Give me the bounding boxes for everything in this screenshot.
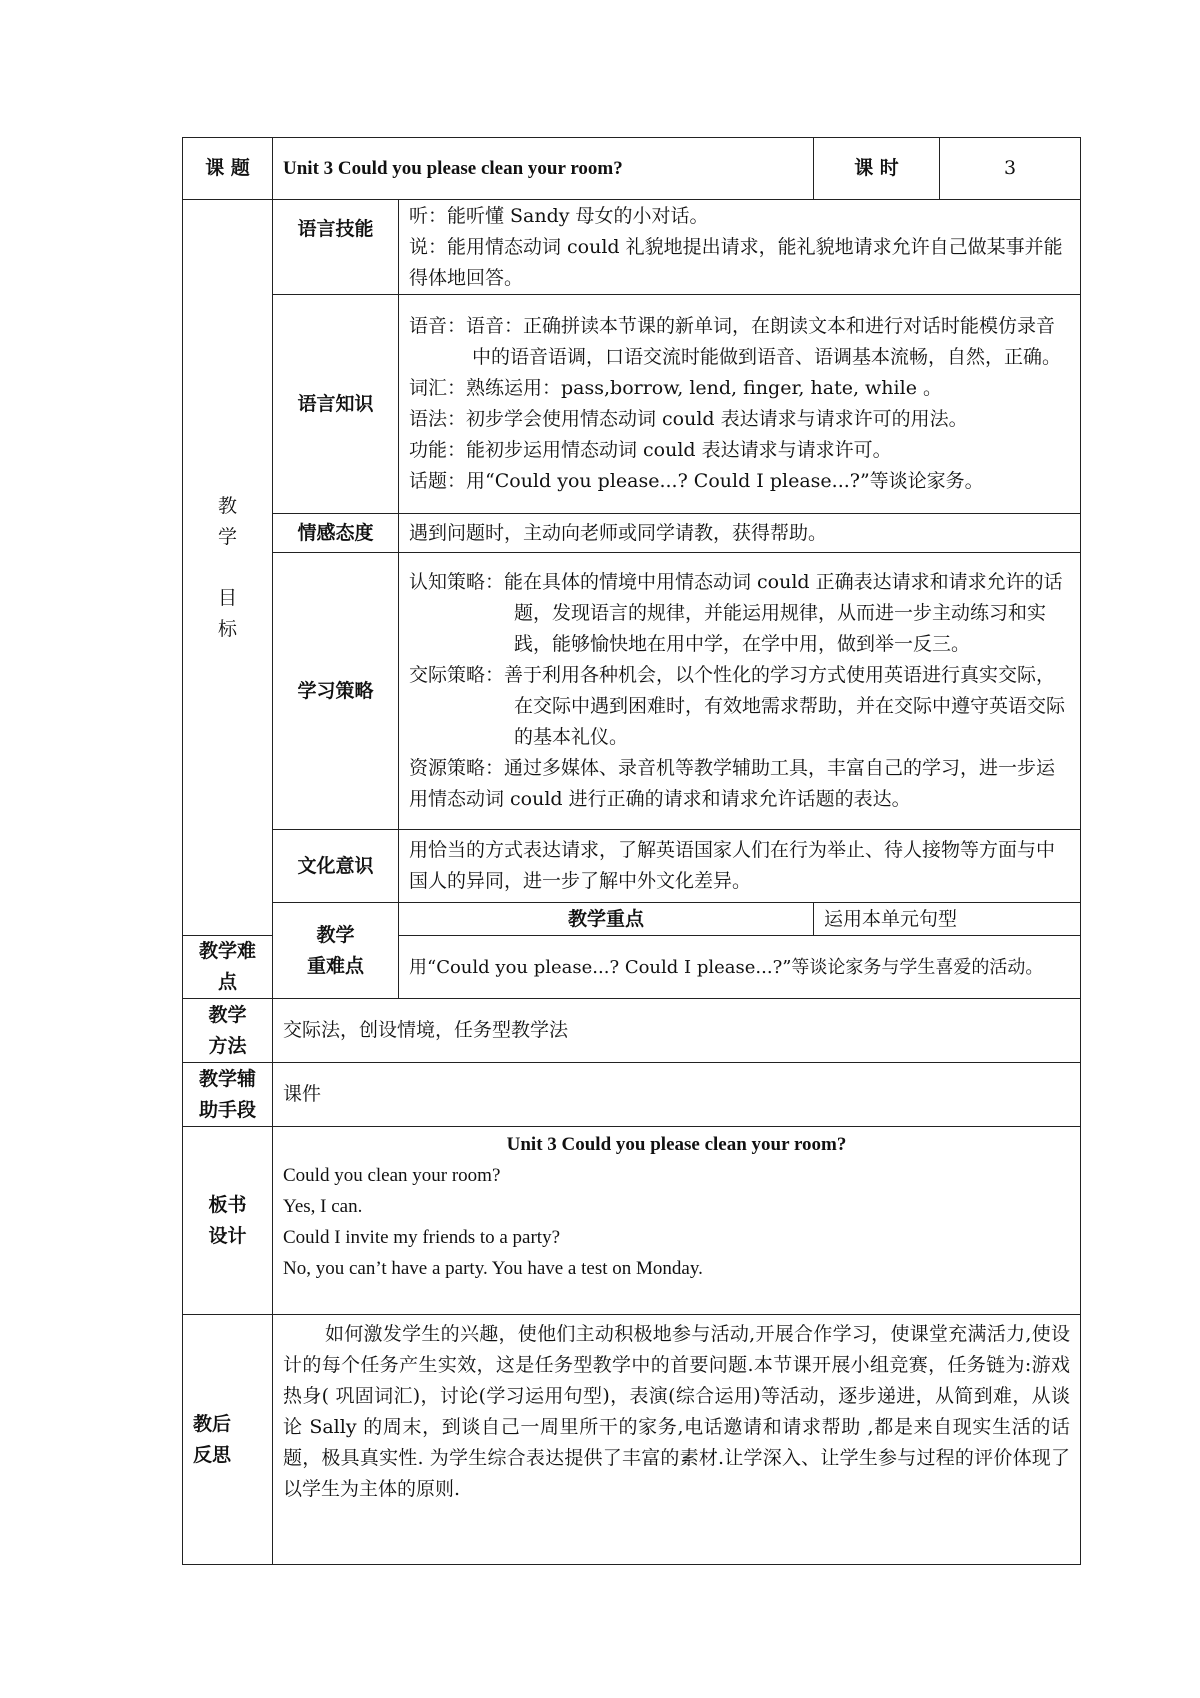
attitude-text: 遇到问题时，主动向老师或同学请教，获得帮助。 bbox=[399, 514, 1081, 553]
board-line: Could you clean your room? bbox=[283, 1165, 501, 1186]
board-label-line: 设计 bbox=[208, 1224, 247, 1247]
skills-speaking: 说：能用情态动词 could 礼貌地提出请求，能礼貌地请求允许自己做某事并能得体地回答。 bbox=[409, 235, 1063, 289]
aids-label-line: 教学辅 bbox=[198, 1067, 256, 1090]
board-content bbox=[273, 1127, 1081, 1315]
hours-label: 课 时 bbox=[814, 138, 940, 200]
aids-label-line: 助手段 bbox=[198, 1098, 256, 1121]
board-line: No, you can’t have a party. You have a test on Monday. bbox=[283, 1258, 703, 1279]
hours-value: 3 bbox=[940, 138, 1081, 200]
skills-listening: 听：能听懂 Sandy 母女的小对话。 bbox=[409, 204, 709, 227]
attitude-row bbox=[183, 514, 1081, 553]
attitude-label: 情感态度 bbox=[273, 514, 399, 553]
difficulty-label: 教学难点 bbox=[183, 936, 273, 999]
reflection-label-line: 反思 bbox=[193, 1443, 232, 1466]
aids-text: 课件 bbox=[273, 1063, 1081, 1127]
key-points-label-line: 重难点 bbox=[306, 954, 364, 977]
knowledge-phonetics: 语音：语音：正确拼读本节课的新单词，在朗读文本和进行对话时能模仿录音中的语音语调，口语交流时能做到语音、语调基本流畅，自然，正确。 bbox=[409, 315, 1062, 368]
method-row bbox=[183, 999, 1081, 1063]
board-row bbox=[183, 1127, 1081, 1315]
reflection-text: 如何激发学生的兴趣，使他们主动积极地参与活动,开展合作学习，使课堂充满活力,使设计的每个任务产生实效，这是任务型教学中的首要问题.本节课开展小组竞赛，任务链为:游戏热身( 巩固词汇)，讨论(学习运用句型)，表演(综合运用)等活动，逐步递进，从简到难，从谈论 Sally 的周末，到谈自己一周里所干的家务,电话邀请和请求帮助 ,都是来自现实生活的话题，极具真实性. 为学生综合表达提供了丰富的素材.让学深入、让学生参与过程的评价体现了以学生为主体的原则. bbox=[273, 1315, 1081, 1565]
focus-label: 教学重点 bbox=[399, 903, 814, 936]
header-row bbox=[183, 138, 1081, 200]
topic-label: 课 题 bbox=[183, 138, 273, 200]
knowledge-function: 功能：能初步运用情态动词 could 表达请求与请求许可。 bbox=[409, 439, 892, 461]
strategy-communicative: 交际策略：善于利用各种机会，以个性化的学习方式使用英语进行真实交际，在交际中遇到困难时，有效地需求帮助，并在交际中遵守英语交际的基本礼仪。 bbox=[409, 664, 1066, 748]
skills-label: 语言技能 bbox=[273, 200, 399, 295]
aids-row bbox=[183, 1063, 1081, 1127]
key-points-label bbox=[273, 903, 399, 999]
objectives-label-char: 教 bbox=[217, 494, 237, 517]
knowledge-vocabulary: 词汇：熟练运用：pass,borrow, lend, finger, hate, while 。 bbox=[409, 377, 942, 399]
reflection-label-line: 教后 bbox=[193, 1412, 232, 1435]
focus-text: 运用本单元句型 bbox=[814, 903, 1081, 936]
knowledge-row bbox=[183, 295, 1081, 514]
method-text: 交际法，创设情境，任务型教学法 bbox=[273, 999, 1081, 1063]
lesson-plan-table bbox=[182, 137, 1081, 1565]
strategy-cognitive: 认知策略：能在具体的情境中用情态动词 could 正确表达请求和请求允许的话题，发现语言的规律，并能运用规律，从而进一步主动练习和实践，能够愉快地在用中学，在学中用，做到举一反三。 bbox=[409, 571, 1063, 655]
strategy-resource: 资源策略：通过多媒体、录音机等教学辅助工具，丰富自己的学习，进一步运用情态动词 could 进行正确的请求和请求允许话题的表达。 bbox=[409, 757, 1056, 810]
method-label-line: 教学 bbox=[208, 1003, 247, 1026]
knowledge-topic: 话题：用“Could you please...? Could I please...?”等谈论家务。 bbox=[409, 470, 984, 492]
knowledge-label: 语言知识 bbox=[273, 295, 399, 514]
objectives-label-char: 学 bbox=[217, 525, 237, 548]
board-label bbox=[183, 1127, 273, 1315]
method-label bbox=[183, 999, 273, 1063]
culture-row bbox=[183, 830, 1081, 903]
strategy-content bbox=[399, 553, 1081, 830]
board-title: Unit 3 Could you please clean your room? bbox=[506, 1134, 847, 1155]
objectives-label-char: 目 bbox=[217, 586, 237, 609]
knowledge-content bbox=[399, 295, 1081, 514]
strategy-row bbox=[183, 553, 1081, 830]
method-label-line: 方法 bbox=[208, 1034, 247, 1057]
reflection-label bbox=[183, 1315, 273, 1565]
objectives-label bbox=[183, 200, 273, 936]
board-line: Could I invite my friends to a party? bbox=[283, 1227, 561, 1248]
knowledge-grammar: 语法：初步学会使用情态动词 could 表达请求与请求许可的用法。 bbox=[409, 408, 968, 430]
objectives-label-char: 标 bbox=[217, 617, 237, 640]
culture-label: 文化意识 bbox=[273, 830, 399, 903]
culture-text: 用恰当的方式表达请求，了解英语国家人们在行为举止、待人接物等方面与中国人的异同，进一步了解中外文化差异。 bbox=[399, 830, 1081, 903]
aids-label bbox=[183, 1063, 273, 1127]
reflection-row bbox=[183, 1315, 1081, 1565]
strategy-label: 学习策略 bbox=[273, 553, 399, 830]
focus-row bbox=[183, 903, 1081, 936]
key-points-label-line: 教学 bbox=[316, 923, 355, 946]
lesson-topic: Unit 3 Could you please clean your room? bbox=[273, 138, 814, 200]
board-line: Yes, I can. bbox=[283, 1196, 363, 1217]
skills-content bbox=[399, 200, 1081, 295]
difficulty-text: 用“Could you please...? Could I please...?”等谈论家务与学生喜爱的活动。 bbox=[399, 936, 1081, 999]
skills-row bbox=[183, 200, 1081, 295]
board-label-line: 板书 bbox=[208, 1193, 247, 1216]
